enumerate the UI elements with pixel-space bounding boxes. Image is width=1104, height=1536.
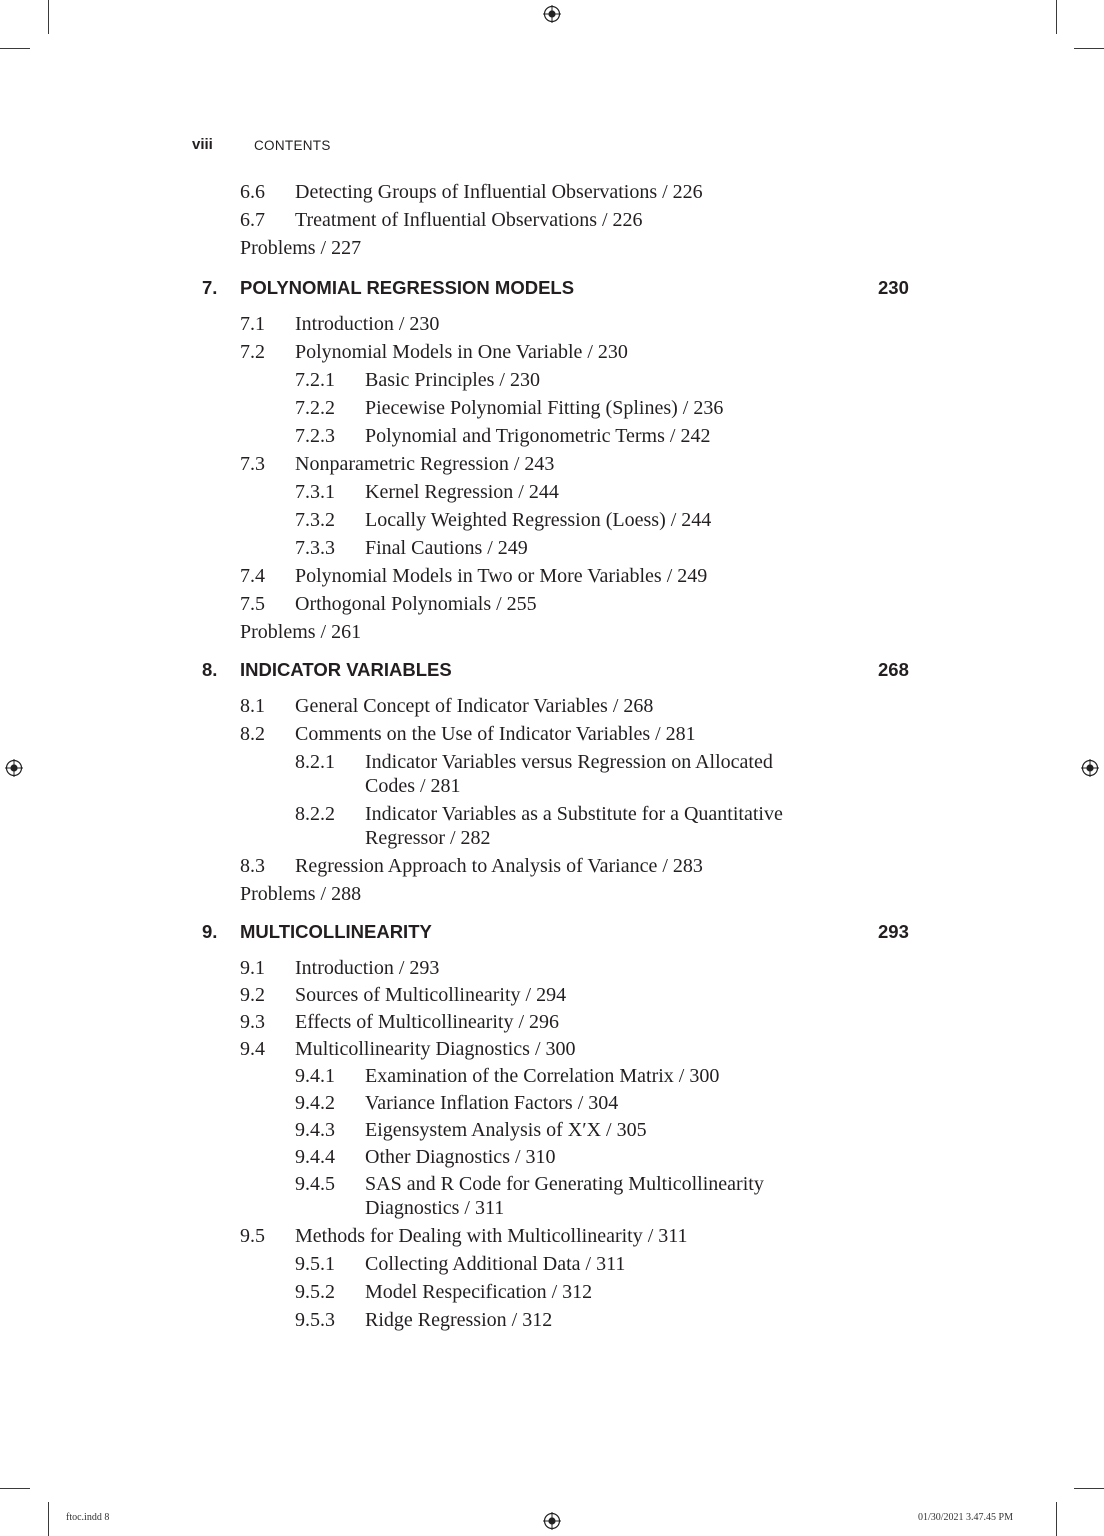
toc-text: Regression Approach to Analysis of Variance / 283 [295, 855, 703, 877]
crop-mark [48, 1502, 49, 1536]
toc-number: 6.7 [240, 209, 265, 231]
toc-text: Locally Weighted Regression (Loess) / 244 [365, 509, 712, 531]
toc-text: Examination of the Correlation Matrix / 300 [365, 1065, 720, 1087]
toc-text: Other Diagnostics / 310 [365, 1146, 556, 1168]
toc-number: 8.2.2 [295, 803, 335, 825]
toc-text: Detecting Groups of Influential Observations / 226 [295, 181, 703, 203]
toc-number: 7.2.2 [295, 397, 335, 419]
toc-text: Polynomial and Trigonometric Terms / 242 [365, 425, 711, 447]
toc-text-continued: Regressor / 282 [365, 827, 491, 849]
toc-number: 8.1 [240, 695, 265, 717]
toc-problems: Problems / 261 [240, 621, 362, 643]
toc-text: Sources of Multicollinearity / 294 [295, 984, 567, 1006]
toc-text-continued: Diagnostics / 311 [365, 1197, 505, 1219]
crop-mark [48, 0, 49, 34]
toc-number: 9.5.3 [295, 1309, 335, 1331]
toc-number: 9.4.5 [295, 1173, 335, 1195]
toc-number: 7.4 [240, 565, 265, 587]
toc-number: 7.1 [240, 313, 265, 335]
toc-number: 9.4.2 [295, 1092, 335, 1114]
toc-text: Polynomial Models in One Variable / 230 [295, 341, 628, 363]
registration-mark-icon [1081, 759, 1099, 777]
toc-text: Introduction / 230 [295, 313, 440, 335]
toc-text: Polynomial Models in Two or More Variables / 249 [295, 565, 708, 587]
toc-number: 8.2.1 [295, 751, 335, 773]
toc-number: 9.5.1 [295, 1253, 335, 1275]
toc-number: 9.5.2 [295, 1281, 335, 1303]
crop-mark [1056, 0, 1057, 34]
page-number: viii [192, 136, 213, 153]
toc-number: 9.4 [240, 1038, 265, 1060]
toc-number: 6.6 [240, 181, 265, 203]
crop-mark [1074, 1488, 1104, 1489]
toc-text: Model Respecification / 312 [365, 1281, 593, 1303]
toc-number: 8.3 [240, 855, 265, 877]
toc-text: Multicollinearity Diagnostics / 300 [295, 1038, 576, 1060]
toc-text-continued: Codes / 281 [365, 775, 461, 797]
registration-mark-icon [5, 759, 23, 777]
toc-text: Piecewise Polynomial Fitting (Splines) / 236 [365, 397, 724, 419]
toc-number: 7.2.1 [295, 369, 335, 391]
toc-text: Basic Principles / 230 [365, 369, 540, 391]
toc-number: 9.4.3 [295, 1119, 335, 1141]
toc-text: Methods for Dealing with Multicollinearity / 311 [295, 1225, 688, 1247]
chapter-number: 8. [202, 659, 218, 680]
toc-text: Treatment of Influential Observations / 226 [295, 209, 643, 231]
toc-number: 9.4.4 [295, 1146, 335, 1168]
toc-number: 9.1 [240, 957, 265, 979]
toc-text: Indicator Variables as a Substitute for a Quantitative [365, 803, 783, 825]
running-head-title: CONTENTS [254, 138, 331, 153]
toc-text: Collecting Additional Data / 311 [365, 1253, 626, 1275]
chapter-title: POLYNOMIAL REGRESSION MODELS [240, 277, 575, 298]
toc-number: 8.2 [240, 723, 265, 745]
slug-timestamp: 01/30/2021 3.47.45 PM [918, 1512, 1014, 1523]
chapter-page: 268 [878, 659, 909, 680]
chapter-number: 9. [202, 921, 218, 942]
toc-number: 7.3.1 [295, 481, 335, 503]
toc-text: Nonparametric Regression / 243 [295, 453, 555, 475]
toc-number: 7.3.2 [295, 509, 335, 531]
toc-number: 7.5 [240, 593, 265, 615]
toc-text: Final Cautions / 249 [365, 537, 528, 559]
crop-mark [0, 48, 30, 49]
crop-mark [1056, 1502, 1057, 1536]
toc-text: Eigensystem Analysis of X′X / 305 [365, 1119, 647, 1141]
toc-text: Introduction / 293 [295, 957, 440, 979]
toc-text: General Concept of Indicator Variables / 268 [295, 695, 654, 717]
toc-text: Indicator Variables versus Regression on Allocated [365, 751, 773, 773]
toc-problems: Problems / 227 [240, 237, 362, 259]
toc-number: 9.5 [240, 1225, 265, 1247]
toc-number: 7.3 [240, 453, 265, 475]
toc-text: Kernel Regression / 244 [365, 481, 559, 503]
toc-text: Comments on the Use of Indicator Variables / 281 [295, 723, 696, 745]
toc-number: 7.2 [240, 341, 265, 363]
toc-number: 9.4.1 [295, 1065, 335, 1087]
chapter-title: INDICATOR VARIABLES [240, 659, 452, 680]
registration-mark-icon [543, 1512, 561, 1530]
toc-text: SAS and R Code for Generating Multicollinearity [365, 1173, 764, 1195]
chapter-page: 230 [878, 277, 909, 298]
toc-text: Variance Inflation Factors / 304 [365, 1092, 619, 1114]
toc-text: Ridge Regression / 312 [365, 1309, 553, 1331]
toc-problems: Problems / 288 [240, 883, 362, 905]
toc-number: 9.2 [240, 984, 265, 1006]
crop-mark [1074, 48, 1104, 49]
slug-filename: ftoc.indd 8 [66, 1512, 110, 1523]
toc-text: Orthogonal Polynomials / 255 [295, 593, 537, 615]
chapter-number: 7. [202, 277, 218, 298]
toc-number: 7.3.3 [295, 537, 335, 559]
toc-number: 9.3 [240, 1011, 265, 1033]
chapter-title: MULTICOLLINEARITY [240, 921, 432, 942]
crop-mark [0, 1488, 30, 1489]
toc-number: 7.2.3 [295, 425, 335, 447]
chapter-page: 293 [878, 921, 909, 942]
registration-mark-icon [543, 5, 561, 23]
toc-text: Effects of Multicollinearity / 296 [295, 1011, 560, 1033]
